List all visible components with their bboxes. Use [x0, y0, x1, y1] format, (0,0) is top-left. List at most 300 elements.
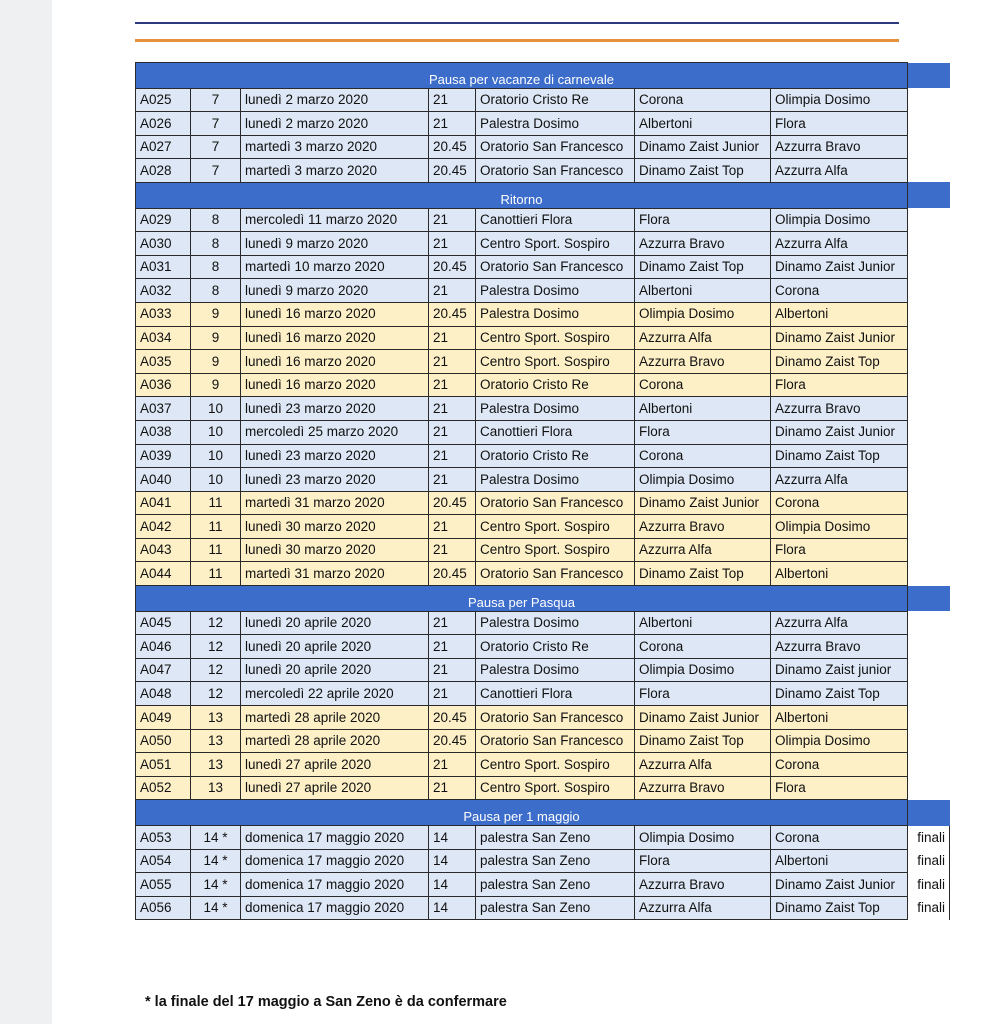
- venue: palestra San Zeno: [476, 873, 635, 897]
- table-row: [136, 159, 950, 183]
- blank-cell: [908, 586, 950, 612]
- match-date: lunedì 9 marzo 2020: [241, 279, 429, 303]
- match-time: 21: [429, 468, 476, 492]
- match-code: A025: [136, 88, 191, 112]
- match-code: A032: [136, 279, 191, 303]
- match-date: lunedì 23 marzo 2020: [241, 397, 429, 421]
- home-team: Albertoni: [635, 279, 771, 303]
- blank-cell: [908, 468, 950, 492]
- top-rule-orange: [135, 39, 899, 42]
- home-team: Azzurra Bravo: [635, 232, 771, 256]
- away-team: Corona: [771, 753, 908, 777]
- match-code: A026: [136, 112, 191, 136]
- round-number: 9: [191, 350, 241, 374]
- match-date: martedì 3 marzo 2020: [241, 159, 429, 183]
- venue: Oratorio Cristo Re: [476, 444, 635, 468]
- home-team: Albertoni: [635, 611, 771, 635]
- blank-cell: [908, 208, 950, 232]
- home-team: Flora: [635, 420, 771, 444]
- table-row: [136, 776, 950, 800]
- section-header: [136, 586, 950, 612]
- match-date: lunedì 2 marzo 2020: [241, 112, 429, 136]
- table-row: [136, 350, 950, 374]
- away-team: Olimpia Dosimo: [771, 729, 908, 753]
- match-date: lunedì 16 marzo 2020: [241, 373, 429, 397]
- match-date: lunedì 23 marzo 2020: [241, 444, 429, 468]
- match-time: 21: [429, 420, 476, 444]
- round-number: 10: [191, 444, 241, 468]
- blank-cell: [908, 88, 950, 112]
- round-number: 7: [191, 88, 241, 112]
- table-row: [136, 658, 950, 682]
- match-code: A044: [136, 562, 191, 586]
- venue: Centro Sport. Sospiro: [476, 232, 635, 256]
- round-number: 11: [191, 515, 241, 539]
- away-team: Flora: [771, 538, 908, 562]
- match-date: lunedì 20 aprile 2020: [241, 658, 429, 682]
- match-time: 14: [429, 849, 476, 873]
- section-header-label: Pausa per Pasqua: [136, 586, 908, 612]
- stage-label: finali: [908, 826, 950, 850]
- venue: Centro Sport. Sospiro: [476, 776, 635, 800]
- round-number: 10: [191, 468, 241, 492]
- blank-cell: [908, 682, 950, 706]
- venue: Canottieri Flora: [476, 208, 635, 232]
- match-code: A031: [136, 255, 191, 279]
- away-team: Dinamo Zaist junior: [771, 658, 908, 682]
- stage-label: finali: [908, 896, 950, 920]
- match-code: A046: [136, 635, 191, 659]
- section-header: [136, 800, 950, 826]
- home-team: Dinamo Zaist Junior: [635, 135, 771, 159]
- round-number: 10: [191, 397, 241, 421]
- venue: Palestra Dosimo: [476, 279, 635, 303]
- blank-cell: [908, 350, 950, 374]
- away-team: Corona: [771, 826, 908, 850]
- match-code: A043: [136, 538, 191, 562]
- round-number: 7: [191, 135, 241, 159]
- match-time: 21: [429, 538, 476, 562]
- match-code: A039: [136, 444, 191, 468]
- match-time: 21: [429, 350, 476, 374]
- section-header-label: Pausa per 1 maggio: [136, 800, 908, 826]
- match-code: A030: [136, 232, 191, 256]
- match-time: 21: [429, 753, 476, 777]
- away-team: Azzurra Alfa: [771, 232, 908, 256]
- blank-cell: [908, 562, 950, 586]
- venue: Oratorio San Francesco: [476, 135, 635, 159]
- match-code: A053: [136, 826, 191, 850]
- table-row: [136, 515, 950, 539]
- blank-cell: [908, 302, 950, 326]
- venue: Centro Sport. Sospiro: [476, 538, 635, 562]
- match-time: 21: [429, 326, 476, 350]
- venue: Centro Sport. Sospiro: [476, 326, 635, 350]
- match-code: A035: [136, 350, 191, 374]
- venue: Oratorio San Francesco: [476, 729, 635, 753]
- round-number: 7: [191, 159, 241, 183]
- blank-cell: [908, 397, 950, 421]
- blank-cell: [908, 326, 950, 350]
- table-row: [136, 873, 950, 897]
- table-row: [136, 397, 950, 421]
- home-team: Azzurra Alfa: [635, 896, 771, 920]
- match-date: domenica 17 maggio 2020: [241, 849, 429, 873]
- match-time: 20.45: [429, 706, 476, 730]
- table-row: [136, 538, 950, 562]
- round-number: 12: [191, 611, 241, 635]
- blank-cell: [908, 112, 950, 136]
- blank-cell: [908, 135, 950, 159]
- round-number: 11: [191, 562, 241, 586]
- schedule-table: [135, 62, 950, 920]
- match-code: A056: [136, 896, 191, 920]
- home-team: Corona: [635, 88, 771, 112]
- home-team: Dinamo Zaist Top: [635, 729, 771, 753]
- venue: Oratorio San Francesco: [476, 255, 635, 279]
- match-date: lunedì 16 marzo 2020: [241, 350, 429, 374]
- away-team: Corona: [771, 491, 908, 515]
- table-row: [136, 849, 950, 873]
- match-code: A048: [136, 682, 191, 706]
- venue: Oratorio Cristo Re: [476, 635, 635, 659]
- match-time: 21: [429, 397, 476, 421]
- table-row: [136, 896, 950, 920]
- match-time: 21: [429, 776, 476, 800]
- match-date: martedì 28 aprile 2020: [241, 706, 429, 730]
- match-time: 21: [429, 515, 476, 539]
- blank-cell: [908, 538, 950, 562]
- blank-cell: [908, 373, 950, 397]
- match-time: 21: [429, 232, 476, 256]
- stage-label: finali: [908, 873, 950, 897]
- table-row: [136, 135, 950, 159]
- section-header-label: Ritorno: [136, 182, 908, 208]
- match-time: 21: [429, 88, 476, 112]
- match-code: A037: [136, 397, 191, 421]
- match-code: A027: [136, 135, 191, 159]
- home-team: Azzurra Bravo: [635, 873, 771, 897]
- match-date: lunedì 16 marzo 2020: [241, 302, 429, 326]
- match-date: martedì 10 marzo 2020: [241, 255, 429, 279]
- round-number: 14 *: [191, 826, 241, 850]
- home-team: Azzurra Alfa: [635, 326, 771, 350]
- match-time: 21: [429, 373, 476, 397]
- away-team: Albertoni: [771, 849, 908, 873]
- match-date: domenica 17 maggio 2020: [241, 826, 429, 850]
- blank-cell: [908, 491, 950, 515]
- match-date: mercoledì 22 aprile 2020: [241, 682, 429, 706]
- home-team: Azzurra Bravo: [635, 776, 771, 800]
- match-date: domenica 17 maggio 2020: [241, 873, 429, 897]
- match-time: 21: [429, 658, 476, 682]
- match-code: A028: [136, 159, 191, 183]
- away-team: Dinamo Zaist Top: [771, 444, 908, 468]
- venue: Canottieri Flora: [476, 682, 635, 706]
- match-date: martedì 3 marzo 2020: [241, 135, 429, 159]
- blank-cell: [908, 658, 950, 682]
- match-code: A049: [136, 706, 191, 730]
- table-row: [136, 729, 950, 753]
- away-team: Dinamo Zaist Top: [771, 682, 908, 706]
- round-number: 11: [191, 491, 241, 515]
- table-row: [136, 255, 950, 279]
- away-team: Azzurra Alfa: [771, 468, 908, 492]
- match-date: lunedì 27 aprile 2020: [241, 753, 429, 777]
- home-team: Dinamo Zaist Top: [635, 255, 771, 279]
- round-number: 8: [191, 232, 241, 256]
- match-code: A051: [136, 753, 191, 777]
- away-team: Dinamo Zaist Junior: [771, 420, 908, 444]
- venue: Oratorio Cristo Re: [476, 373, 635, 397]
- table-row: [136, 753, 950, 777]
- home-team: Albertoni: [635, 112, 771, 136]
- round-number: 12: [191, 635, 241, 659]
- match-code: A038: [136, 420, 191, 444]
- table-row: [136, 232, 950, 256]
- match-code: A040: [136, 468, 191, 492]
- round-number: 13: [191, 729, 241, 753]
- match-date: lunedì 20 aprile 2020: [241, 611, 429, 635]
- away-team: Azzurra Alfa: [771, 611, 908, 635]
- round-number: 14 *: [191, 849, 241, 873]
- away-team: Azzurra Bravo: [771, 397, 908, 421]
- blank-cell: [908, 159, 950, 183]
- home-team: Corona: [635, 444, 771, 468]
- match-code: A054: [136, 849, 191, 873]
- away-team: Flora: [771, 373, 908, 397]
- match-time: 20.45: [429, 159, 476, 183]
- venue: Oratorio San Francesco: [476, 491, 635, 515]
- blank-cell: [908, 232, 950, 256]
- venue: palestra San Zeno: [476, 849, 635, 873]
- home-team: Corona: [635, 635, 771, 659]
- blank-cell: [908, 255, 950, 279]
- away-team: Dinamo Zaist Junior: [771, 326, 908, 350]
- home-team: Olimpia Dosimo: [635, 302, 771, 326]
- table-row: [136, 326, 950, 350]
- round-number: 13: [191, 753, 241, 777]
- match-code: A036: [136, 373, 191, 397]
- round-number: 7: [191, 112, 241, 136]
- away-team: Corona: [771, 279, 908, 303]
- home-team: Dinamo Zaist Top: [635, 159, 771, 183]
- round-number: 12: [191, 658, 241, 682]
- round-number: 8: [191, 208, 241, 232]
- venue: Palestra Dosimo: [476, 468, 635, 492]
- venue: Centro Sport. Sospiro: [476, 515, 635, 539]
- match-date: lunedì 2 marzo 2020: [241, 88, 429, 112]
- round-number: 10: [191, 420, 241, 444]
- match-date: lunedì 20 aprile 2020: [241, 635, 429, 659]
- blank-cell: [908, 706, 950, 730]
- match-time: 20.45: [429, 729, 476, 753]
- venue: Oratorio San Francesco: [476, 706, 635, 730]
- away-team: Albertoni: [771, 562, 908, 586]
- blank-cell: [908, 729, 950, 753]
- away-team: Olimpia Dosimo: [771, 88, 908, 112]
- match-date: lunedì 27 aprile 2020: [241, 776, 429, 800]
- match-time: 21: [429, 112, 476, 136]
- round-number: 13: [191, 776, 241, 800]
- match-code: A033: [136, 302, 191, 326]
- top-rule-navy: [135, 22, 899, 24]
- home-team: Azzurra Bravo: [635, 515, 771, 539]
- match-date: martedì 31 marzo 2020: [241, 562, 429, 586]
- home-team: Olimpia Dosimo: [635, 826, 771, 850]
- stage-label: finali: [908, 849, 950, 873]
- venue: palestra San Zeno: [476, 826, 635, 850]
- home-team: Azzurra Alfa: [635, 753, 771, 777]
- away-team: Flora: [771, 776, 908, 800]
- match-date: mercoledì 25 marzo 2020: [241, 420, 429, 444]
- table-row: [136, 491, 950, 515]
- table-row: [136, 444, 950, 468]
- table-row: [136, 373, 950, 397]
- match-time: 21: [429, 444, 476, 468]
- venue: Centro Sport. Sospiro: [476, 753, 635, 777]
- match-date: domenica 17 maggio 2020: [241, 896, 429, 920]
- home-team: Dinamo Zaist Junior: [635, 706, 771, 730]
- venue: Centro Sport. Sospiro: [476, 350, 635, 374]
- match-date: lunedì 23 marzo 2020: [241, 468, 429, 492]
- match-time: 20.45: [429, 255, 476, 279]
- home-team: Azzurra Bravo: [635, 350, 771, 374]
- round-number: 14 *: [191, 873, 241, 897]
- match-time: 20.45: [429, 562, 476, 586]
- table-row: [136, 706, 950, 730]
- away-team: Dinamo Zaist Junior: [771, 255, 908, 279]
- round-number: 12: [191, 682, 241, 706]
- venue: palestra San Zeno: [476, 896, 635, 920]
- blank-cell: [908, 776, 950, 800]
- home-team: Dinamo Zaist Top: [635, 562, 771, 586]
- blank-cell: [908, 635, 950, 659]
- blank-cell: [908, 420, 950, 444]
- home-team: Dinamo Zaist Junior: [635, 491, 771, 515]
- match-time: 14: [429, 873, 476, 897]
- match-time: 21: [429, 208, 476, 232]
- blank-cell: [908, 515, 950, 539]
- match-date: martedì 31 marzo 2020: [241, 491, 429, 515]
- match-code: A045: [136, 611, 191, 635]
- match-date: lunedì 30 marzo 2020: [241, 515, 429, 539]
- home-team: Flora: [635, 849, 771, 873]
- table-row: [136, 635, 950, 659]
- match-time: 20.45: [429, 491, 476, 515]
- blank-cell: [908, 611, 950, 635]
- round-number: 11: [191, 538, 241, 562]
- round-number: 8: [191, 255, 241, 279]
- venue: Palestra Dosimo: [476, 397, 635, 421]
- round-number: 13: [191, 706, 241, 730]
- match-time: 14: [429, 826, 476, 850]
- blank-cell: [908, 279, 950, 303]
- venue: Oratorio Cristo Re: [476, 88, 635, 112]
- home-team: Olimpia Dosimo: [635, 468, 771, 492]
- match-time: 21: [429, 682, 476, 706]
- round-number: 14 *: [191, 896, 241, 920]
- match-date: lunedì 30 marzo 2020: [241, 538, 429, 562]
- venue: Canottieri Flora: [476, 420, 635, 444]
- table-row: [136, 112, 950, 136]
- home-team: Olimpia Dosimo: [635, 658, 771, 682]
- venue: Oratorio San Francesco: [476, 562, 635, 586]
- away-team: Flora: [771, 112, 908, 136]
- round-number: 9: [191, 326, 241, 350]
- blank-cell: [908, 63, 950, 89]
- away-team: Dinamo Zaist Top: [771, 896, 908, 920]
- blank-cell: [908, 800, 950, 826]
- table-row: [136, 88, 950, 112]
- table-row: [136, 302, 950, 326]
- table-row: [136, 826, 950, 850]
- venue: Palestra Dosimo: [476, 658, 635, 682]
- match-date: lunedì 9 marzo 2020: [241, 232, 429, 256]
- away-team: Dinamo Zaist Junior: [771, 873, 908, 897]
- away-team: Dinamo Zaist Top: [771, 350, 908, 374]
- round-number: 9: [191, 302, 241, 326]
- footnote: * la finale del 17 maggio a San Zeno è da confermare: [145, 994, 507, 1010]
- away-team: Azzurra Alfa: [771, 159, 908, 183]
- home-team: Azzurra Alfa: [635, 538, 771, 562]
- table-row: [136, 420, 950, 444]
- round-number: 8: [191, 279, 241, 303]
- match-code: A034: [136, 326, 191, 350]
- venue: Palestra Dosimo: [476, 611, 635, 635]
- match-date: mercoledì 11 marzo 2020: [241, 208, 429, 232]
- match-code: A041: [136, 491, 191, 515]
- blank-cell: [908, 753, 950, 777]
- section-header-label: Pausa per vacanze di carnevale: [136, 63, 908, 89]
- match-code: A047: [136, 658, 191, 682]
- home-team: Flora: [635, 208, 771, 232]
- table-row: [136, 682, 950, 706]
- away-team: Olimpia Dosimo: [771, 515, 908, 539]
- home-team: Corona: [635, 373, 771, 397]
- section-header: [136, 182, 950, 208]
- match-time: 21: [429, 635, 476, 659]
- venue: Palestra Dosimo: [476, 302, 635, 326]
- away-team: Albertoni: [771, 706, 908, 730]
- match-time: 21: [429, 611, 476, 635]
- match-date: lunedì 16 marzo 2020: [241, 326, 429, 350]
- blank-cell: [908, 444, 950, 468]
- match-code: A029: [136, 208, 191, 232]
- match-time: 14: [429, 896, 476, 920]
- match-code: A052: [136, 776, 191, 800]
- venue: Palestra Dosimo: [476, 112, 635, 136]
- away-team: Azzurra Bravo: [771, 635, 908, 659]
- venue: Oratorio San Francesco: [476, 159, 635, 183]
- match-code: A042: [136, 515, 191, 539]
- away-team: Olimpia Dosimo: [771, 208, 908, 232]
- away-team: Azzurra Bravo: [771, 135, 908, 159]
- match-time: 21: [429, 279, 476, 303]
- home-team: Flora: [635, 682, 771, 706]
- table-row: [136, 208, 950, 232]
- round-number: 9: [191, 373, 241, 397]
- match-time: 20.45: [429, 302, 476, 326]
- home-team: Albertoni: [635, 397, 771, 421]
- match-code: A055: [136, 873, 191, 897]
- table-row: [136, 468, 950, 492]
- match-time: 20.45: [429, 135, 476, 159]
- table-row: [136, 562, 950, 586]
- table-row: [136, 279, 950, 303]
- match-date: martedì 28 aprile 2020: [241, 729, 429, 753]
- section-header: [136, 63, 950, 89]
